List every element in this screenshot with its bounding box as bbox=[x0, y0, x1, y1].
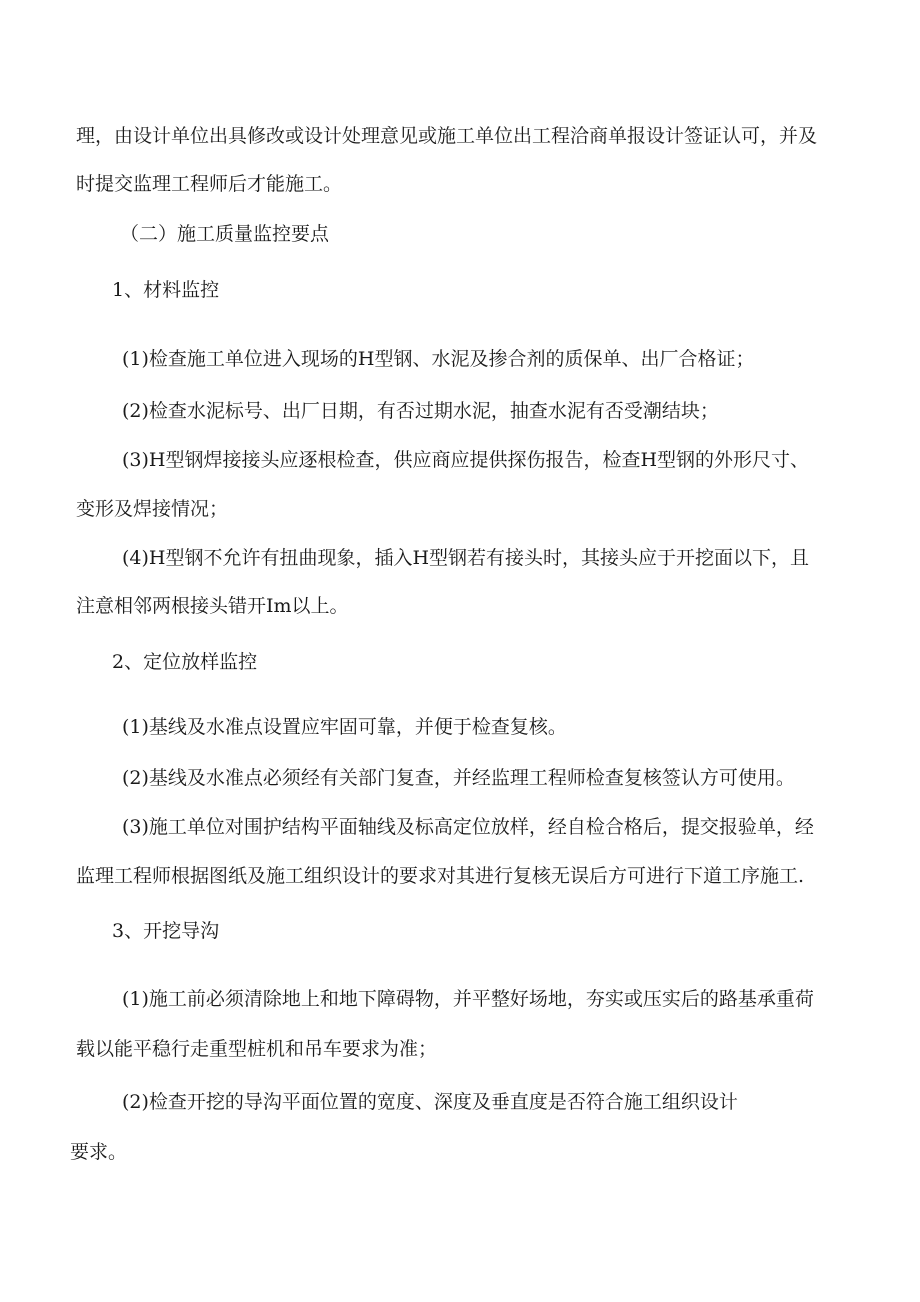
list-item-continuation: 要求。 bbox=[70, 1141, 128, 1163]
subsection-heading: 3、开挖导沟 bbox=[112, 920, 220, 942]
list-item-continuation: 载以能平稳行走重型桩机和吊车要求为准； bbox=[76, 1038, 438, 1060]
list-item: (1)施工前必须清除地上和地下障碍物，并平整好场地，夯实或压实后的路基承重荷 bbox=[122, 988, 814, 1010]
list-item-continuation: 变形及焊接情况； bbox=[76, 498, 229, 520]
list-item: (2)检查水泥标号、出厂日期，有否过期水泥，抽查水泥有否受潮结块； bbox=[122, 400, 719, 422]
paragraph-line: 理，由设计单位出具修改或设计处理意见或施工单位出工程洽商单报设计签证认可，并及 bbox=[76, 125, 818, 147]
list-item: (2)基线及水准点必须经有关部门复查，并经监理工程师检查复核签认方可使用。 bbox=[122, 767, 795, 789]
list-item: (1)检查施工单位进入现场的H型钢、水泥及掺合剂的质保单、出厂合格证； bbox=[122, 348, 755, 370]
list-item: (4)H型钢不允许有扭曲现象，插入H型钢若有接头时，其接头应于开挖面以下，且 bbox=[122, 547, 810, 569]
list-item-continuation: 注意相邻两根接头错开Im以上。 bbox=[76, 595, 349, 617]
list-item: (1)基线及水准点设置应牢固可靠，并便于检查复核。 bbox=[122, 716, 567, 738]
subsection-heading: 2、定位放样监控 bbox=[112, 651, 258, 673]
list-item-continuation: 监理工程师根据图纸及施工组织设计的要求对其进行复核无误后方可进行下道工序施工. bbox=[76, 865, 805, 887]
subsection-heading: 1、材料监控 bbox=[112, 279, 220, 301]
list-item: (2)检查开挖的导沟平面位置的宽度、深度及垂直度是否符合施工组织设计 bbox=[122, 1091, 738, 1113]
paragraph-line: 时提交监理工程师后才能施工。 bbox=[76, 173, 343, 195]
section-heading: （二）施工质量监控要点 bbox=[120, 223, 330, 245]
list-item: (3)施工单位对围护结构平面轴线及标高定位放样，经自检合格后，提交报验单，经 bbox=[122, 816, 814, 838]
list-item: (3)H型钢焊接接头应逐根检查，供应商应提供探伤报告，检查H型钢的外形尺寸、 bbox=[122, 449, 810, 471]
